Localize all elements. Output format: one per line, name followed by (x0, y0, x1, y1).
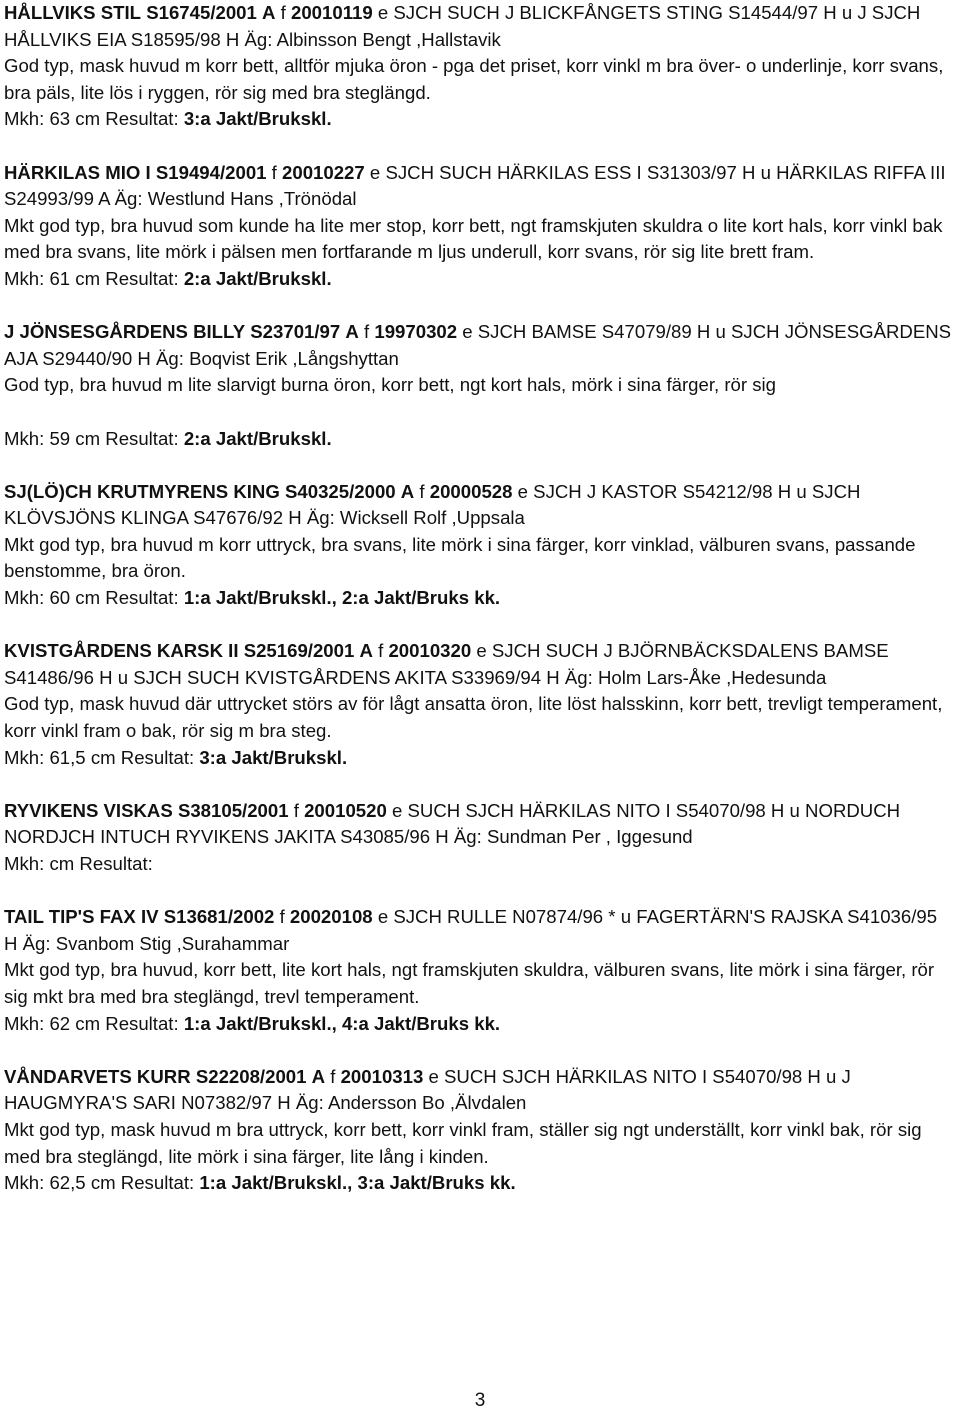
class-letter: A (345, 321, 359, 343)
registration-number: S23701/97 (250, 321, 341, 343)
entry-heading (4, 798, 954, 851)
result-line (4, 1011, 954, 1038)
father-label: e (517, 480, 528, 502)
entry-separator (4, 452, 954, 479)
result-label: Resultat: (120, 746, 195, 768)
dog-entry-ryvikens-viskas (4, 798, 954, 878)
entry-separator (4, 1037, 954, 1064)
height-measure: Mkh: 60 cm (4, 587, 101, 609)
entry-heading (4, 479, 954, 532)
owner-name: Andersson Bo ,Älvdalen (327, 1092, 527, 1114)
critique-text: God typ, mask huvud där uttrycket störs av för lågt ansatta öron, lite löst halsskinn, korr bett, trevligt temperament, korr vinkl fram o bak, rör sig m bra steg. (4, 693, 943, 742)
dog-name: KVISTGÅRDENS KARSK II (4, 640, 239, 662)
registration-number: S25169/2001 (243, 640, 355, 662)
result-label: Resultat: (120, 1172, 195, 1194)
owner-name: Albinsson Bengt ,Hallstavik (276, 28, 501, 50)
father-name: SJCH SUCH J BLICKFÅNGETS STING S14544/97 H (393, 2, 837, 23)
born-label: f (419, 480, 425, 502)
father-label: e (369, 161, 381, 183)
height-measure: Mkh: cm (4, 853, 75, 874)
dog-name: SJ(LÖ)CH KRUTMYRENS KING (4, 480, 280, 502)
birth-date: 19970302 (374, 321, 458, 343)
class-letter: A (359, 640, 373, 662)
born-label: f (330, 1065, 336, 1087)
result-line (4, 266, 954, 293)
father-label: e (462, 321, 473, 343)
father-label: e (476, 640, 487, 662)
result-label: Resultat: (105, 1012, 179, 1034)
mother-label: u (715, 321, 726, 343)
registration-number: S16745/2001 (146, 2, 257, 23)
result-value: 1:a Jakt/Brukskl., 3:a Jakt/Bruks kk. (199, 1172, 516, 1194)
result-value: 1:a Jakt/Brukskl., 4:a Jakt/Bruks kk. (183, 1012, 501, 1034)
mother-name: J HAUGMYRA'S SARI N07382/97 H (4, 1065, 851, 1114)
entry-separator (4, 878, 954, 905)
registration-number: S40325/2000 (284, 480, 396, 502)
critique-text: Mkt god typ, bra huvud, korr bett, lite kort hals, ngt framskjuten skuldra, välburen svans, lite mörk i sina färger, rör sig mkt bra med bra steglängd, trevl temperament. (4, 959, 935, 1007)
mother-name: FAGERTÄRN'S RAJSKA S41036/95 H (4, 906, 938, 954)
born-label: f (271, 161, 277, 183)
owner-label: Äg: (114, 188, 143, 210)
birth-date: 20010119 (290, 2, 373, 23)
owner-name: Holm Lars-Åke ,Hedesunda (597, 666, 827, 688)
owner-label: Äg: (22, 932, 51, 954)
dog-name: J JÖNSESGÅRDENS BILLY (4, 321, 246, 343)
mother-label: u (760, 161, 771, 183)
height-measure: Mkh: 59 cm (4, 427, 101, 449)
dog-entry-harkilas-mio (4, 160, 954, 293)
owner-label: Äg: (306, 507, 335, 529)
born-label: f (279, 906, 285, 928)
entry-separator (4, 133, 954, 160)
dog-name: RYVIKENS VISKAS (4, 799, 173, 821)
mother-label: u (117, 666, 129, 688)
born-label: f (280, 2, 286, 23)
entry-heading (4, 160, 954, 213)
mother-name: SJCH KLÖVSJÖNS KLINGA S47676/92 H (4, 480, 861, 529)
entry-separator (4, 1197, 954, 1224)
father-label: e (377, 2, 389, 23)
result-label: Resultat: (105, 427, 179, 449)
result-value: 3:a Jakt/Brukskl. (183, 108, 332, 130)
dog-name: VÅNDARVETS KURR (4, 1065, 191, 1087)
owner-name: Sundman Per , Iggesund (486, 826, 693, 848)
entry-separator (4, 771, 954, 798)
father-name: SUCH SJCH HÄRKILAS NITO I S54070/98 H (407, 799, 785, 821)
entry-separator (4, 612, 954, 639)
owner-name: Svanbom Stig ,Surahammar (55, 932, 290, 954)
mother-label: u (841, 2, 853, 23)
dog-entry-kvistgardens-karsk (4, 638, 954, 771)
mother-name: NORDUCH NORDJCH INTUCH RYVIKENS JAKITA S43085/96 H (4, 799, 901, 848)
result-label: Resultat: (105, 587, 179, 609)
critique-text: Mkt god typ, mask huvud m bra uttryck, korr bett, korr vinkl fram, ställer sig ngt underställt, korr vinkl bak, rör sig med bra steglängd, lite mörk i sina färger, lite lång i kinden. (4, 1118, 922, 1167)
dog-entry-jonsesgardens-billy (4, 319, 954, 452)
height-measure: Mkh: 61 cm (4, 267, 101, 289)
owner-label: Äg: (295, 1092, 324, 1114)
critique-text: God typ, mask huvud m korr bett, alltför mjuka öron - pga det priset, korr vinkl m bra över- o underlinje, korr svans, bra päls, lite lös i ryggen, rör sig med bra steglängd. (4, 55, 944, 103)
page-number: 3 (474, 1390, 486, 1411)
spacer (4, 399, 954, 426)
mother-name: SJCH SUCH KVISTGÅRDENS AKITA S33969/94 H (133, 666, 560, 688)
result-label: Resultat: (105, 267, 179, 289)
father-label: e (377, 906, 389, 928)
height-measure: Mkh: 61,5 cm (4, 746, 116, 768)
registration-number: S38105/2001 (177, 799, 289, 821)
registration-number: S13681/2002 (163, 906, 275, 928)
class-letter: A (311, 1065, 326, 1087)
father-name: SJCH BAMSE S47079/89 H (477, 321, 711, 343)
entry-list (4, 0, 954, 1223)
mother-name: SJCH JÖNSESGÅRDENS AJA S29440/90 H (4, 321, 952, 369)
result-line (4, 1170, 954, 1197)
height-measure: Mkh: 63 cm (4, 108, 101, 130)
dog-entry-tail-tips-fax (4, 904, 954, 1037)
entry-heading (4, 638, 954, 691)
dog-entry-vandarvets-kurr (4, 1064, 954, 1197)
mother-label: u (789, 799, 800, 821)
dog-name: HÅLLVIKS STIL (4, 2, 142, 23)
birth-date: 20010520 (304, 799, 387, 821)
mother-label: u (620, 906, 632, 928)
owner-name: Wicksell Rolf ,Uppsala (339, 507, 525, 529)
birth-date: 20010227 (282, 161, 365, 183)
birth-date: 20010313 (340, 1065, 424, 1087)
father-name: SJCH J KASTOR S54212/98 H (533, 480, 792, 502)
result-value: 1:a Jakt/Brukskl., 2:a Jakt/Bruks kk. (183, 587, 501, 609)
birth-date: 20000528 (429, 480, 513, 502)
entry-heading (4, 0, 954, 53)
registration-number: S22208/2001 (195, 1065, 307, 1087)
critique-text: Mkt god typ, bra huvud m korr uttryck, bra svans, lite mörk i sina färger, korr vinklad, välburen svans, passande benstomme, bra öron. (4, 533, 916, 582)
registration-number: S19494/2001 (155, 161, 267, 183)
owner-label: Äg: (155, 347, 184, 369)
dog-entry-krutmyrens-king (4, 479, 954, 612)
result-value: 2:a Jakt/Brukskl. (183, 427, 332, 449)
class-letter: A (400, 480, 415, 502)
entry-heading (4, 904, 954, 957)
result-label: Resultat: (105, 108, 179, 130)
dog-entry-hallviks-stil (4, 0, 954, 133)
result-line (4, 851, 954, 878)
result-label: Resultat: (79, 853, 153, 874)
born-label: f (378, 640, 384, 662)
birth-date: 20010320 (388, 640, 472, 662)
owner-label: Äg: (244, 28, 273, 50)
born-label: f (293, 799, 299, 821)
mother-name: HÄRKILAS RIFFA III S24993/99 A (4, 161, 946, 210)
result-line (4, 585, 954, 612)
entry-separator (4, 293, 954, 320)
father-name: SJCH RULLE N07874/96 * (393, 906, 616, 928)
entry-heading (4, 1064, 954, 1117)
height-measure: Mkh: 62,5 cm (4, 1172, 116, 1194)
critique-text: Mkt god typ, bra huvud som kunde ha lite mer stop, korr bett, ngt framskjuten skuldra o lite kort hals, korr vinkl bak med bra svans, lite mörk i pälsen men fortfarande m ljus underull, korr svans, rör sig lite brett fram. (4, 214, 943, 263)
height-measure: Mkh: 62 cm (4, 1012, 101, 1034)
result-line (4, 106, 954, 133)
dog-name: TAIL TIP'S FAX IV (4, 906, 159, 928)
birth-date: 20020108 (289, 906, 373, 928)
dog-name: HÄRKILAS MIO I (4, 161, 151, 183)
owner-label: Äg: (453, 826, 482, 848)
entry-heading (4, 319, 954, 372)
father-label: e (428, 1065, 439, 1087)
critique-text: God typ, bra huvud m lite slarvigt burna öron, korr bett, ngt kort hals, mörk i sina färger, rör sig (4, 374, 776, 396)
owner-label: Äg: (564, 666, 593, 688)
result-value: 2:a Jakt/Brukskl. (183, 267, 332, 289)
mother-label: u (826, 1065, 837, 1087)
mother-label: u (796, 480, 807, 502)
owner-name: Boqvist Erik ,Långshyttan (189, 347, 399, 369)
father-name: SJCH SUCH HÄRKILAS ESS I S31303/97 H (385, 161, 756, 183)
result-line (4, 426, 954, 453)
mother-name: J SJCH HÅLLVIKS EIA S18595/98 H (4, 2, 921, 50)
result-value: 3:a Jakt/Brukskl. (199, 746, 348, 768)
born-label: f (364, 321, 370, 343)
class-letter: A (262, 2, 276, 23)
father-label: e (392, 799, 403, 821)
father-name: SJCH SUCH J BJÖRNBÄCKSDALENS BAMSE S41486/96 H (4, 640, 889, 688)
document-page (4, 0, 954, 1223)
owner-name: Westlund Hans ,Trönödal (147, 188, 357, 210)
result-line (4, 745, 954, 772)
father-name: SUCH SJCH HÄRKILAS NITO I S54070/98 H (444, 1065, 821, 1087)
